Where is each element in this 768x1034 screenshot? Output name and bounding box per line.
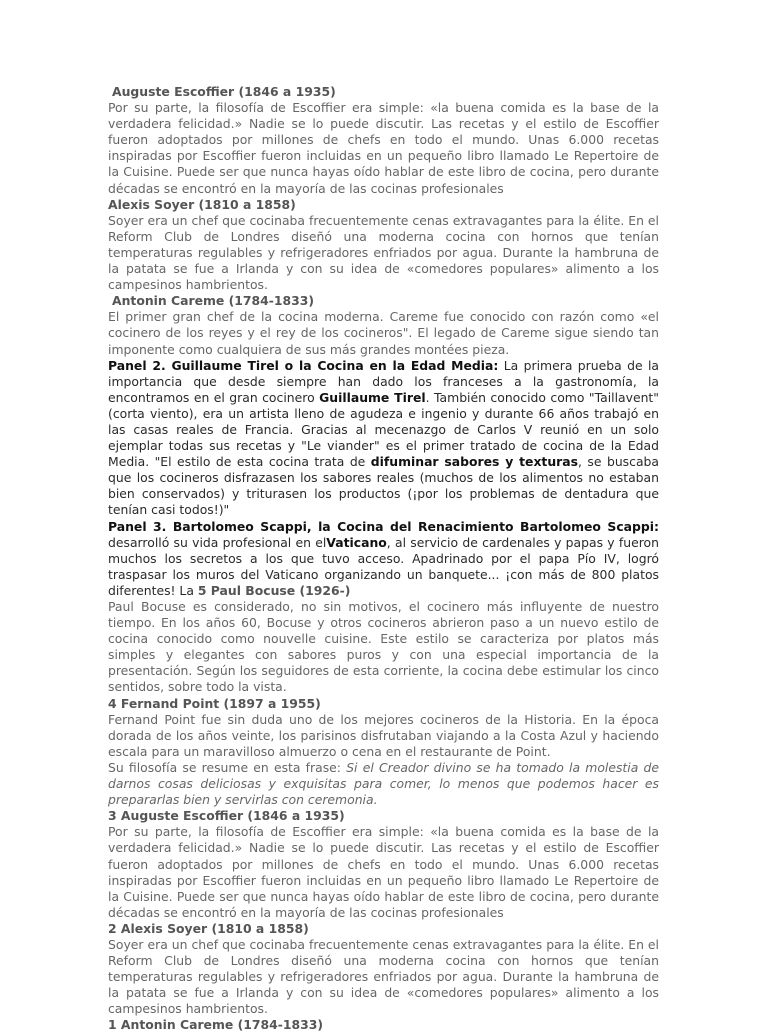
- point-quote-lead: Su filosofía se resume en esta frase:: [108, 759, 347, 775]
- paragraph-careme: El primer gran chef de la cocina moderna. Careme fue conocido con razón como «el cocinero de los reyes y el rey de los cocineros". El legado de Careme sigue siendo tan imponente como cualquiera de sus más grandes montées pieza.: [108, 309, 659, 357]
- paragraph-panel-3: [108, 519, 659, 599]
- panel-2-bold-phrase: difuminar sabores y texturas: [370, 454, 579, 470]
- heading-escoffier-3: 3 Auguste Escoffier (1846 a 1935): [108, 808, 345, 824]
- heading-escoffier: Auguste Escoffier (1846 a 1935): [112, 84, 336, 99]
- paragraph-point-quote: [108, 760, 659, 808]
- panel-2-text-2: . También conocido como "Taillavent" (corta viento), era un artista lleno de agudeza e ingenio y durante 66 años trabajó en las casas reales de Francia. Gracias al mecenazgo de Carlos V reunió en un solo ejemplar todas sus recetas y "Le viander" es el primer tratado de cocina de la Edad Media. "El estilo de esta cocina trata de: [108, 389, 659, 470]
- heading-careme-1: 1 Antonin Careme (1784-1833): [108, 1017, 324, 1033]
- point-quote: Si el Creador divino se ha tomado la molestia de darnos cosas deliciosas y exquisitas para comer, lo menos que podemos hacer es prepararlas bien y servirlas con ceremonia.: [108, 759, 659, 808]
- paragraph-bocuse: Paul Bocuse es considerado, no sin motivos, el cocinero más influyente de nuestro tiempo. En los años 60, Bocuse y otros cocineros abrieron paso a un nuevo estilo de cocina conocido como nouvelle cuisine. Este estilo se caracteriza por platos más simples y elegantes con sabores puros y con una especial importancia de la presentación. Según los seguidores de esta corriente, la cocina debe estimular los cinco sentidos, sobre todo la vista.: [108, 599, 659, 695]
- document-page: [108, 84, 659, 1034]
- paragraph-soyer-2: Soyer era un chef que cocinaba frecuentemente cenas extravagantes para la élite. En el Reform Club de Londres diseñó una moderna cocina con hornos que tenían temperaturas regulables y refrigeradores enfriados por agua. Durante la hambruna de la patata se fue a Irlanda y con su idea de «comedores populares» alimento a los campesinos hambrientos.: [108, 936, 659, 1017]
- paragraph-escoffier-3: Por su parte, la filosofía de Escoffier era simple: «la buena comida es la base de la verdadera felicidad.» Nadie se lo puede discutir. Las recetas y el estilo de Escoffier fueron adoptados por millones de chefs en todo el mundo. Unas 6.000 recetas inspiradas por Escoffier fueron incluidas en un pequeño libro llamado Le Repertoire de la Cuisine. Puede ser que nunca hayas oído hablar de este libro de cocina, pero durante décadas se encontró en la mayoría de las cocinas profesionales: [108, 824, 659, 920]
- paragraph-panel-2: [108, 358, 659, 519]
- heading-careme: Antonin Careme (1784-1833): [112, 293, 315, 309]
- heading-soyer: Alexis Soyer (1810 a 1858): [108, 196, 296, 212]
- heading-point: 4 Fernand Point (1897 a 1955): [108, 695, 321, 711]
- paragraph-point: Fernand Point fue sin duda uno de los mejores cocineros de la Historia. En la época dorada de los años veinte, los parisinos disfrutaban viajando a la Costa Azul y haciendo escala para un maravilloso almuerzo o cena en el restaurante de Point.: [108, 711, 659, 759]
- panel-3-title: Panel 3. Bartolomeo Scappi, la Cocina del Renacimiento Bartolomeo Scappi:: [108, 518, 659, 534]
- panel-2-title: Panel 2. Guillaume Tirel o la Cocina en la Edad Media:: [108, 357, 499, 373]
- panel-3-vaticano: Vaticano: [326, 534, 387, 550]
- heading-bocuse: 5 Paul Bocuse (1926-): [197, 582, 351, 598]
- paragraph-soyer: Soyer era un chef que cocinaba frecuentemente cenas extravagantes para la élite. En el Reform Club de Londres diseñó una moderna cocina con hornos que tenían temperaturas regulables y refrigeradores enfriados por agua. Durante la hambruna de la patata se fue a Irlanda y con su idea de «comedores populares» alimento a los campesinos hambrientos.: [108, 212, 659, 293]
- panel-2-text-3: , se buscaba que los cocineros disfrazasen los sabores reales (muchos de los alimentos no estaban bien conservados) y triturasen los productos (¡por los problemas de dentadura que tenían casi todos!)": [108, 454, 659, 518]
- panel-2-name: Guillaume Tirel: [319, 389, 426, 405]
- heading-soyer-2: 2 Alexis Soyer (1810 a 1858): [108, 920, 309, 936]
- panel-3-text-2: , al servicio de cardenales y papas y fueron muchos los secretos a los que tuvo acceso. Apadrinado por el papa Pío IV, logró traspasar los muros del Vaticano organizando un banquete... ¡con más de 800 platos diferentes! La: [108, 534, 659, 598]
- paragraph-escoffier: Por su parte, la filosofía de Escoffier era simple: «la buena comida es la base de la verdadera felicidad.» Nadie se lo puede discutir. Las recetas y el estilo de Escoffier fueron adoptados por millones de chefs en todo el mundo. Unas 6.000 recetas inspiradas por Escoffier fueron incluidas en un pequeño libro llamado Le Repertoire de la Cuisine. Puede ser que nunca hayas oído hablar de este libro de cocina, pero durante décadas se encontró en la mayoría de las cocinas profesionales: [108, 100, 659, 196]
- panel-3-text-1: desarrolló su vida profesional en el: [108, 534, 327, 550]
- panel-2-text-1: La primera prueba de la importancia que desde siempre han dado los franceses a la gastronomía, la encontramos en el gran cocinero: [108, 357, 659, 405]
